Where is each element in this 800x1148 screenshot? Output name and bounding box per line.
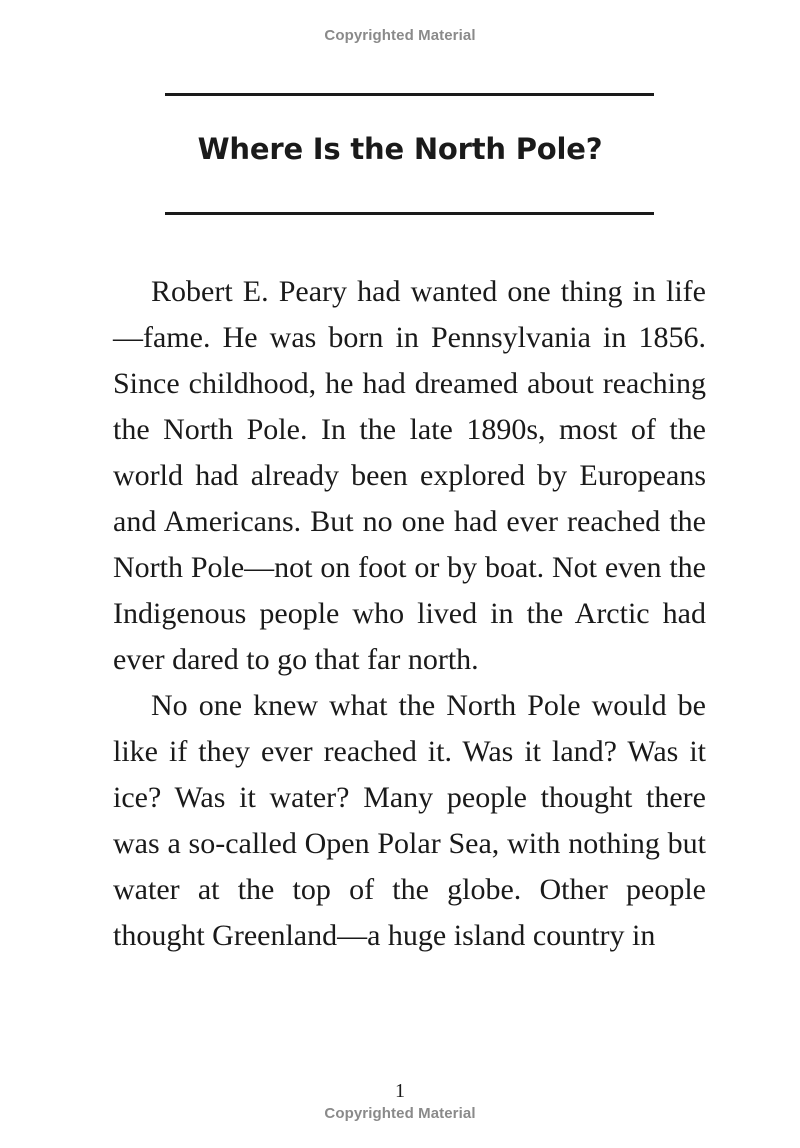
copyright-watermark-top: Copyrighted Material (324, 27, 476, 44)
copyright-watermark-bottom: Copyrighted Material (324, 1105, 476, 1122)
title-rule-bottom (165, 212, 654, 215)
body-text (113, 269, 706, 959)
chapter-title: Where Is the North Pole? (197, 132, 603, 166)
page-number: 1 (395, 1080, 405, 1102)
paragraph-2: No one knew what the North Pole would be like if they ever reached it. Was it land? Was it ice? Was it water? Many people thought there was a so-called Open Polar Sea, with nothing but water at the top of the globe. Other people thought Greenland—a huge island country in (113, 689, 706, 952)
paragraph-1: Robert E. Peary had wanted one thing in life—fame. He was born in Pennsylvania in 1856. Since childhood, he had dreamed about reaching the North Pole. In the late 1890s, most of the world had already been explored by Europeans and Americans. But no one had ever reached the North Pole—not on foot or by boat. Not even the Indigenous people who lived in the Arctic had ever dared to go that far north. (113, 275, 706, 676)
title-rule-top (165, 93, 654, 96)
